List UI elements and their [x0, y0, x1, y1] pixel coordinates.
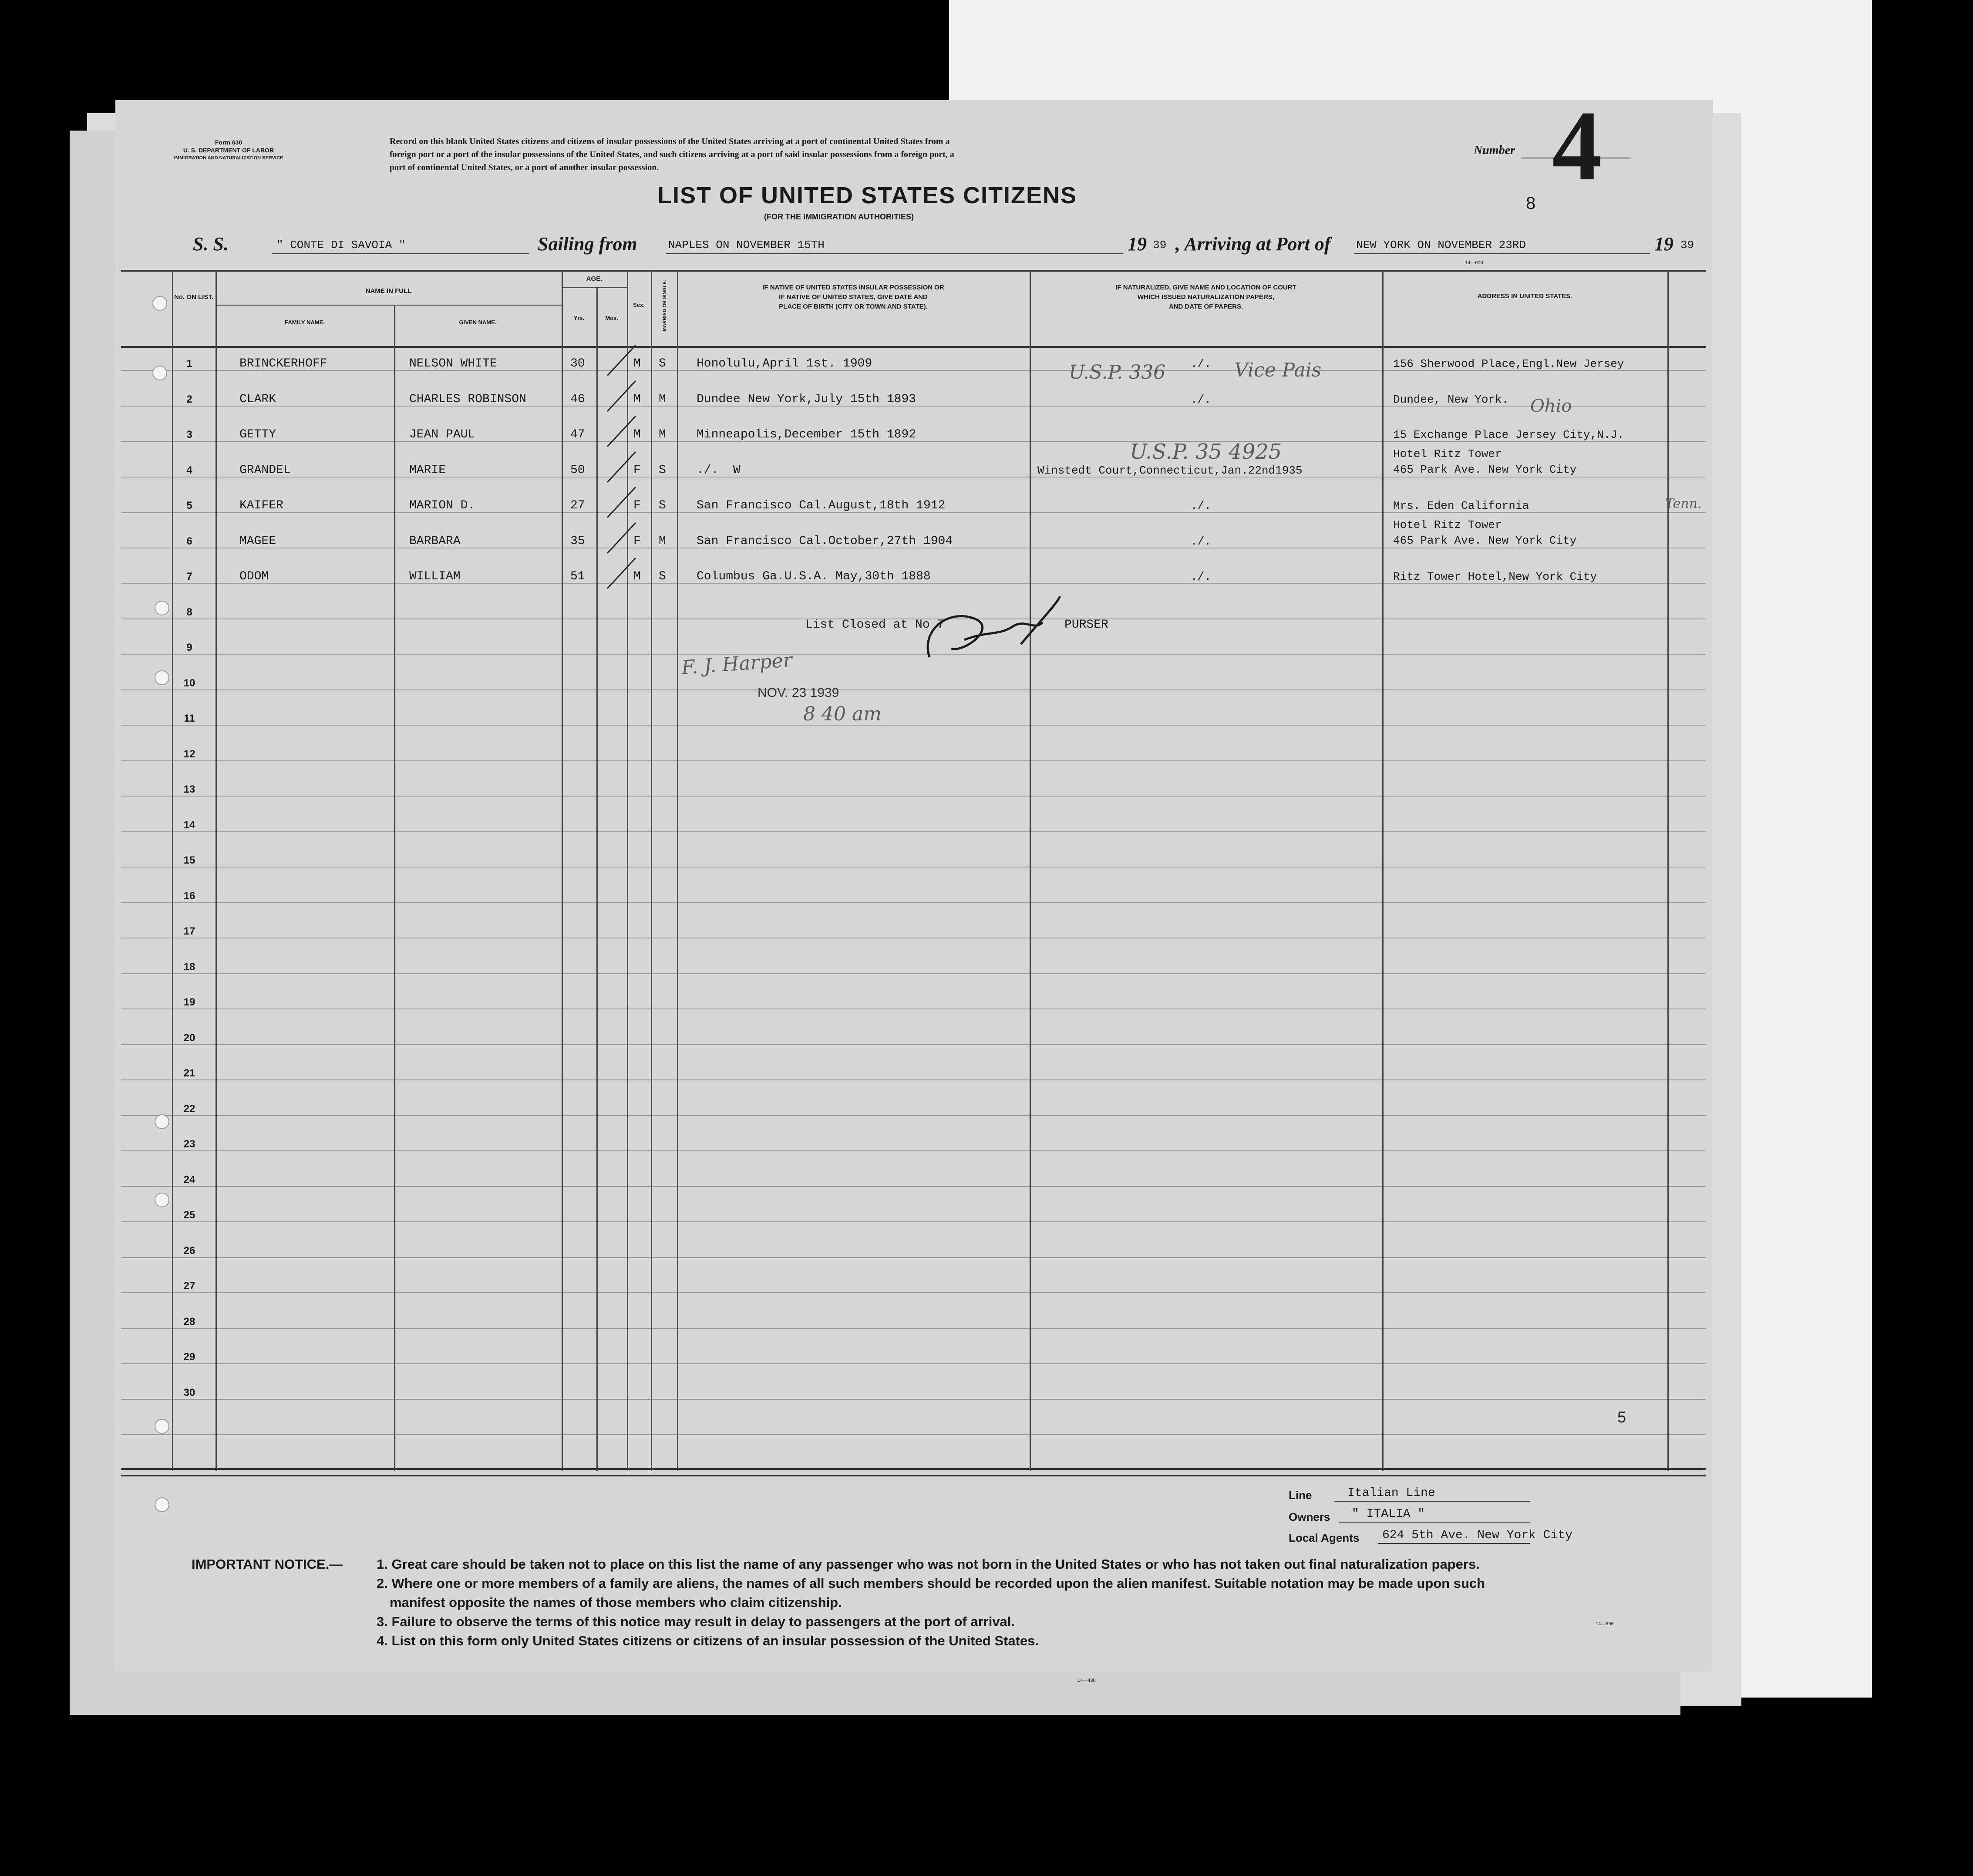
naturalization: ./. — [1191, 570, 1211, 583]
agents-label: Local Agents — [1289, 1531, 1360, 1544]
naturalization: ./. — [1191, 393, 1211, 406]
given-name: MARIE — [409, 463, 446, 477]
row-number: 6 — [186, 535, 192, 547]
address: Hotel Ritz Tower 465 Park Ave. New York City — [1393, 518, 1577, 547]
handwritten-note: U.S.P. 35 4925 — [1130, 440, 1282, 464]
punch-hole — [155, 1193, 169, 1207]
row-number: 25 — [183, 1209, 195, 1221]
sex: F — [633, 463, 641, 477]
marital-status: M — [659, 534, 666, 548]
row-number: 17 — [183, 925, 195, 937]
sex: F — [633, 499, 641, 512]
arriving-label: , Arriving at Port of — [1175, 233, 1331, 255]
check-mark — [603, 414, 642, 449]
row-number: 8 — [186, 606, 192, 618]
col-birth-line: IF NATIVE OF UNITED STATES INSULAR POSSESSION OR — [762, 284, 944, 291]
row-rule — [121, 1186, 1706, 1187]
row-number: 19 — [183, 996, 195, 1008]
birth-place-date: Minneapolis,December 15th 1892 — [697, 428, 916, 441]
row-number: 27 — [183, 1280, 195, 1292]
given-name: BARBARA — [409, 534, 461, 548]
check-mark — [603, 379, 642, 414]
ship-name: " CONTE DI SAVOIA " — [276, 239, 406, 252]
naturalization: Winstedt Court,Connecticut,Jan.22nd1935 — [1037, 464, 1303, 477]
address: 15 Exchange Place Jersey City,N.J. — [1393, 428, 1624, 441]
row-rule — [121, 902, 1706, 903]
row-rule — [121, 973, 1706, 974]
page-title: LIST OF UNITED STATES CITIZENS — [657, 182, 1077, 208]
marital-status: M — [659, 392, 666, 406]
punch-hole — [152, 296, 167, 311]
row-rule — [121, 1434, 1706, 1435]
sex: M — [633, 392, 641, 406]
purser-label: PURSER — [1064, 618, 1108, 632]
row-rule — [121, 1399, 1706, 1400]
address: Hotel Ritz Tower 465 Park Ave. New York City — [1393, 447, 1577, 476]
preamble-line: port of continental United States, or a port of another insular possession. — [390, 163, 659, 172]
check-mark — [603, 343, 642, 378]
punch-hole — [155, 1419, 169, 1434]
owners-label: Owners — [1289, 1510, 1330, 1523]
row-number: 11 — [184, 713, 195, 724]
arrival-stamp-date: NOV. 23 1939 — [758, 686, 839, 700]
year-prefix-2: 19 — [1654, 233, 1673, 255]
col-name-in-full: NAME IN FULL — [365, 287, 412, 295]
row-number: 18 — [183, 961, 195, 973]
row-number: 23 — [183, 1138, 195, 1150]
marital-status: M — [659, 428, 666, 441]
punch-hole — [152, 366, 167, 380]
list-closed: List Closed at No 7 — [805, 618, 945, 632]
col-naturalized-line: WHICH ISSUED NATURALIZATION PAPERS, — [1137, 293, 1275, 301]
family-name: ODOM — [239, 570, 269, 583]
row-number: 21 — [183, 1067, 195, 1079]
naturalization: ./. — [1191, 499, 1211, 512]
age-years: 35 — [570, 534, 585, 548]
row-rule — [121, 1150, 1706, 1151]
col-sex: Sex. — [633, 302, 645, 308]
arriving-port: NEW YORK ON NOVEMBER 23RD — [1356, 239, 1526, 252]
row-number: 15 — [183, 854, 195, 866]
sex: M — [633, 428, 641, 441]
row-number: 9 — [186, 642, 192, 653]
year-arriving: 39 — [1680, 239, 1694, 252]
row-rule — [121, 1044, 1706, 1045]
col-address: ADDRESS IN UNITED STATES. — [1477, 292, 1572, 300]
col-married: MARRIED OR SINGLE. — [662, 280, 667, 331]
notice-item: 2. Where one or more members of a family are aliens, the names of all such members should be recorded upon the alien manifest. Suitable notation may be made upon such — [377, 1576, 1485, 1591]
notice-title: IMPORTANT NOTICE.— — [192, 1557, 343, 1572]
row-rule — [121, 1292, 1706, 1293]
sailing-label: Sailing from — [538, 233, 637, 255]
given-name: WILLIAM — [409, 570, 461, 583]
preamble-line: Record on this blank United States citizens and citizens of insular possessions of the United States arriving at a port of continental United States from a — [390, 137, 950, 146]
notice-item: 3. Failure to observe the terms of this notice may result in delay to passengers at the port of arrival. — [377, 1614, 1015, 1629]
col-no: No. ON LIST. — [174, 293, 213, 301]
birth-place-date: San Francisco Cal.October,27th 1904 — [697, 534, 953, 548]
sex: M — [633, 570, 641, 583]
given-name: MARION D. — [409, 499, 475, 512]
manifest-sheet — [115, 90, 1713, 1683]
row-rule — [121, 1079, 1706, 1080]
row-number: 10 — [183, 677, 195, 689]
agents-value: 624 5th Ave. New York City — [1382, 1529, 1572, 1542]
family-name: BRINCKERHOFF — [239, 357, 327, 370]
age-years: 51 — [570, 570, 585, 583]
row-number: 16 — [183, 890, 195, 902]
marital-status: S — [659, 570, 666, 583]
arrival-stamp-time: 8 40 am — [803, 703, 882, 725]
check-mark — [603, 556, 642, 591]
marital-status: S — [659, 463, 666, 477]
page-mark: 8 — [1526, 194, 1536, 213]
given-name: CHARLES ROBINSON — [409, 392, 526, 406]
sex: M — [633, 357, 641, 370]
print-code: 14—606 — [1596, 1621, 1614, 1627]
inspector-signature: F. J. Harper — [680, 649, 793, 679]
row-number: 1 — [186, 358, 192, 370]
row-number: 28 — [183, 1315, 195, 1328]
birth-place-date: Columbus Ga.U.S.A. May,30th 1888 — [697, 570, 931, 583]
age-years: 27 — [570, 499, 585, 512]
col-birth — [677, 283, 1030, 312]
col-naturalized-line: IF NATURALIZED, GIVE NAME AND LOCATION OF COURT — [1115, 284, 1296, 291]
col-age: AGE. — [586, 275, 603, 282]
purser-signature — [912, 592, 1064, 679]
row-number: 7 — [186, 571, 192, 582]
birth-place-date: ./. W — [697, 463, 741, 477]
line-value: Italian Line — [1347, 1486, 1435, 1500]
check-mark — [603, 485, 642, 520]
age-years: 46 — [570, 392, 585, 406]
age-years: 47 — [570, 428, 585, 441]
row-rule — [121, 796, 1706, 797]
given-name: JEAN PAUL — [409, 428, 475, 441]
row-number: 13 — [183, 783, 195, 795]
year-sailing: 39 — [1153, 239, 1167, 252]
number-label: Number — [1474, 144, 1515, 157]
address: Ritz Tower Hotel,New York City — [1393, 570, 1597, 583]
row-rule — [121, 689, 1706, 690]
birth-place-date: Dundee New York,July 15th 1893 — [697, 392, 916, 406]
handwritten-note: Tenn. — [1665, 496, 1702, 511]
check-mark — [603, 521, 642, 555]
age-years: 30 — [570, 357, 585, 370]
row-number: 29 — [183, 1351, 195, 1363]
family-name: MAGEE — [239, 534, 276, 548]
family-name: GETTY — [239, 428, 276, 441]
row-number: 3 — [186, 429, 192, 440]
row-rule — [121, 725, 1706, 726]
naturalization: ./. — [1191, 357, 1211, 370]
marital-status: S — [659, 499, 666, 512]
row-number: 30 — [183, 1386, 195, 1399]
col-naturalized — [1030, 283, 1382, 312]
department: U. S. DEPARTMENT OF LABOR — [183, 147, 274, 154]
sailing-from: NAPLES ON NOVEMBER 15TH — [668, 239, 825, 252]
service: IMMIGRATION AND NATURALIZATION SERVICE — [174, 155, 283, 161]
row-number: 24 — [183, 1173, 195, 1186]
family-name: GRANDEL — [239, 463, 291, 477]
punch-hole — [155, 1497, 169, 1512]
punch-hole — [155, 601, 169, 615]
preamble-line: foreign port or a port of the insular possessions of the United States, and such citizens arriving at a port of said insular possessions from a foreign port, a — [390, 150, 954, 159]
col-yrs: Yrs. — [573, 315, 585, 321]
marital-status: S — [659, 357, 666, 370]
row-number: 22 — [183, 1103, 195, 1115]
ss-label: S. S. — [193, 233, 229, 255]
notice-item: manifest opposite the names of those members who claim citizenship. — [390, 1595, 842, 1610]
family-name: CLARK — [239, 392, 276, 406]
row-rule — [121, 1363, 1706, 1364]
row-number: 2 — [186, 393, 192, 405]
col-given-name: GIVEN NAME. — [459, 319, 497, 326]
row-number: 20 — [183, 1032, 195, 1044]
row-number: 12 — [183, 748, 195, 760]
address: Dundee, New York. — [1393, 393, 1509, 406]
age-years: 50 — [570, 463, 585, 477]
check-mark — [603, 450, 642, 484]
row-number: 4 — [186, 464, 192, 476]
form-id-block — [163, 138, 294, 162]
birth-place-date: Honolulu,April 1st. 1909 — [697, 357, 872, 370]
birth-place-date: San Francisco Cal.August,18th 1912 — [697, 499, 946, 512]
address: Mrs. Eden California — [1393, 499, 1529, 512]
handwritten-note: U.S.P. 336 — [1069, 361, 1166, 383]
year-prefix: 19 — [1128, 233, 1147, 255]
given-name: NELSON WHITE — [409, 357, 497, 370]
handwritten-note: Ohio — [1530, 396, 1572, 416]
col-birth-line: IF NATIVE OF UNITED STATES, GIVE DATE AND — [779, 293, 928, 301]
punch-hole — [155, 670, 169, 685]
punch-hole — [155, 1114, 169, 1129]
row-rule — [121, 831, 1706, 832]
col-mos: Mos. — [605, 315, 618, 321]
row-rule — [121, 1221, 1706, 1222]
handwritten-note: Vice Pais — [1234, 359, 1322, 381]
row-rule — [121, 760, 1706, 761]
sex: F — [633, 534, 641, 548]
bottom-page-mark: 5 — [1617, 1408, 1626, 1426]
row-number: 5 — [186, 500, 192, 511]
col-family-name: FAMILY NAME. — [285, 319, 325, 326]
row-rule — [121, 1328, 1706, 1329]
row-number: 26 — [183, 1244, 195, 1257]
naturalization: ./. — [1191, 535, 1211, 548]
list-number: 4 — [1552, 90, 1602, 201]
family-name: KAIFER — [239, 499, 283, 512]
print-code: 14—430 — [1077, 1678, 1096, 1683]
row-rule — [121, 1257, 1706, 1258]
col-naturalized-line: AND DATE OF PAPERS. — [1168, 303, 1243, 310]
owners-value: " ITALIA " — [1352, 1507, 1425, 1521]
page-subtitle: (FOR THE IMMIGRATION AUTHORITIES) — [764, 212, 914, 221]
row-number: 14 — [183, 819, 195, 831]
address: 156 Sherwood Place,Engl.New Jersey — [1393, 357, 1624, 370]
preamble — [390, 135, 1404, 174]
row-rule — [121, 1115, 1706, 1116]
form-number: Form 630 — [215, 139, 242, 146]
line-label: Line — [1289, 1489, 1312, 1502]
notice-item: 4. List on this form only United States citizens or citizens of an insular possession of the United States. — [377, 1633, 1039, 1648]
notice-item: 1. Great care should be taken not to place on this list the name of any passenger who was not born in the United States or who has not taken out final naturalization papers. — [377, 1557, 1480, 1572]
printer-mark: 14—606 — [1465, 260, 1483, 266]
col-birth-line: PLACE OF BIRTH (CITY OR TOWN AND STATE). — [779, 303, 928, 310]
